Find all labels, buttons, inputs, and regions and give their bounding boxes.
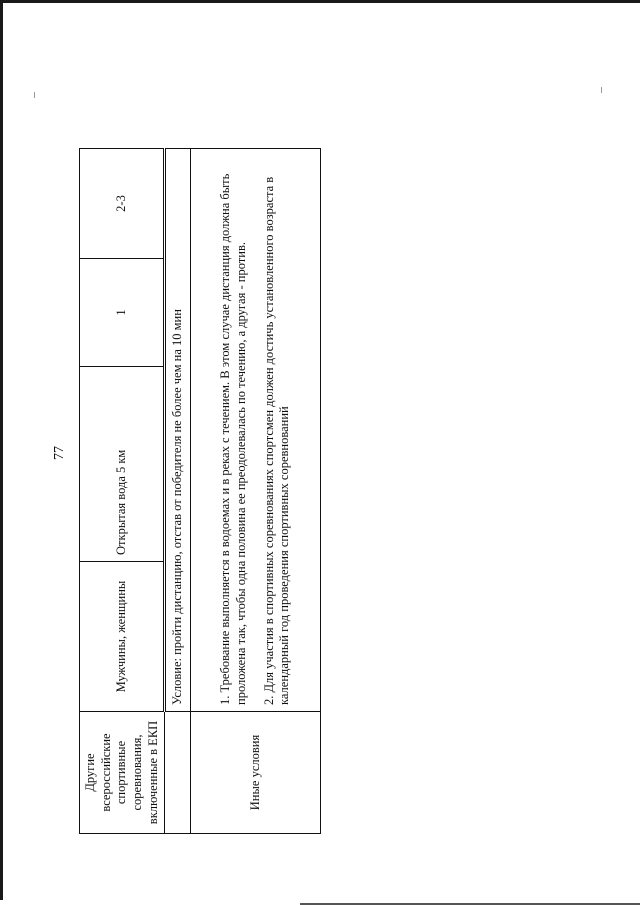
scan-border-top — [0, 0, 640, 3]
table-row-condition — [165, 149, 191, 834]
condition-cell: Условие: пройти дистанцию, отстав от победителя не более чем на 10 мин — [165, 149, 191, 712]
condition-spacer-cell — [165, 712, 191, 834]
table-row-other — [191, 149, 321, 834]
table-row-main — [80, 149, 165, 834]
other-conditions-cell — [191, 149, 321, 712]
page-number: 77 — [52, 446, 67, 460]
value-cell-1: 1 — [80, 259, 165, 367]
category-cell: Другие всероссийские спортивные соревнования, включенные в ЕКП — [80, 712, 165, 834]
paragraph-gap — [250, 155, 262, 705]
gender-cell: Мужчины, женщины — [80, 562, 165, 712]
other-conditions-label: Иные условия — [191, 712, 321, 834]
discipline-cell: Открытая вода 5 км — [80, 367, 165, 562]
requirements-table — [79, 148, 321, 834]
value-cell-2: 2-3 — [80, 149, 165, 259]
rotated-table-container — [79, 149, 315, 834]
scan-speck — [601, 87, 602, 93]
other-conditions-paragraph-1: 1. Требование выполняется в водоемах и в реках с течением. В этом случае дистанция должна быть проложена так, чтобы одна половина ее преодолевалась по течению, а другая - против. — [218, 173, 248, 705]
other-conditions-paragraph-2: 2. Для участия в спортивных соревнованиях спортсмен должен достичь установленного возраста в календарный год проведения спортивных соревнований — [261, 176, 292, 705]
scan-speck — [34, 92, 35, 98]
scan-border-left — [0, 0, 3, 900]
